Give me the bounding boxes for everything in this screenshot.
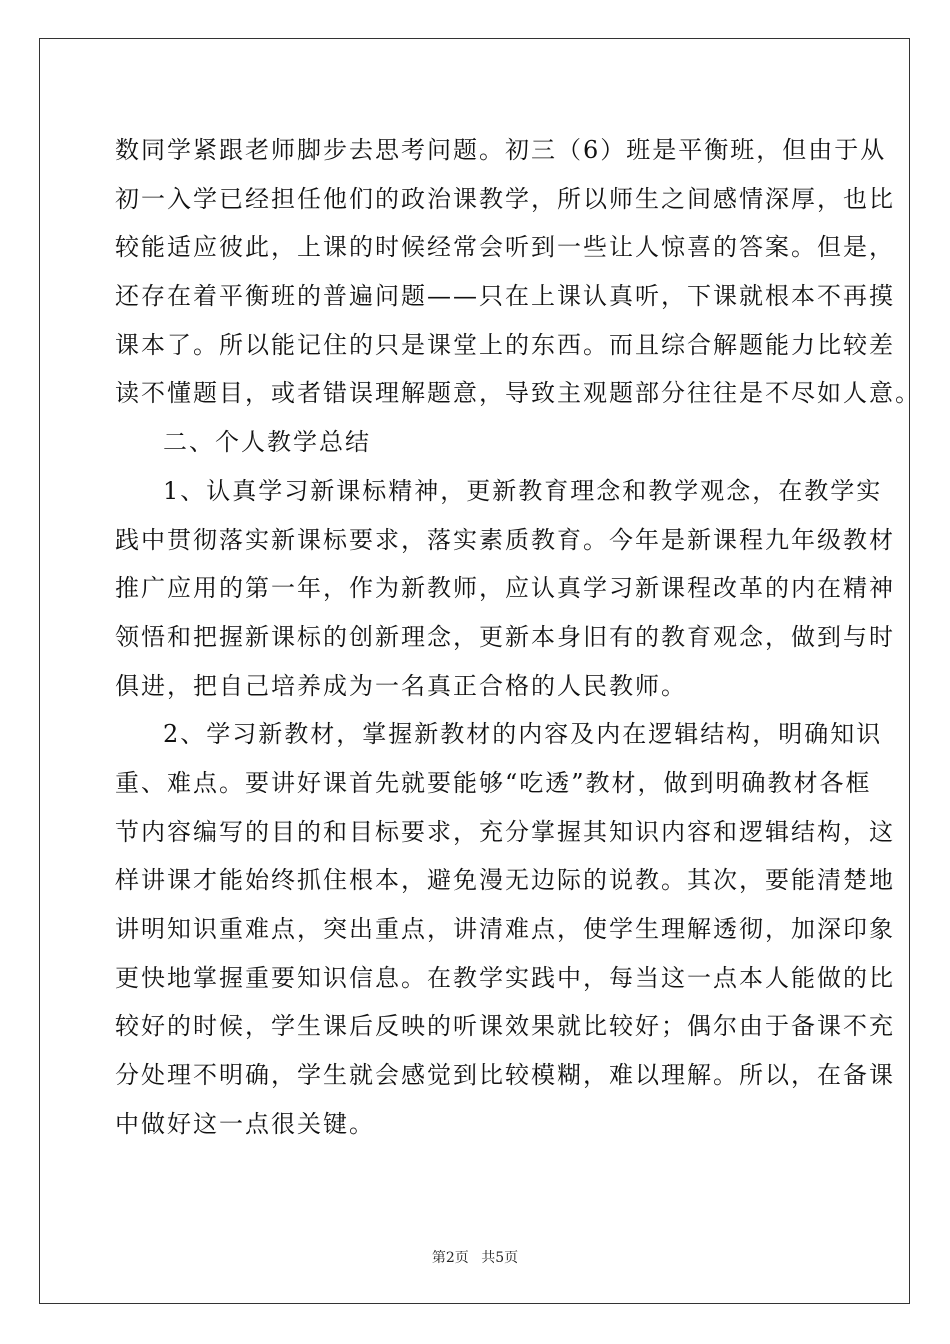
text-line: 领悟和把握新课标的创新理念，更新本身旧有的教育观念，做到与时 bbox=[115, 622, 895, 651]
text-line: 还存在着平衡班的普遍问题——只在上课认真听，下课就根本不再摸 bbox=[115, 282, 895, 311]
text-line: 数同学紧跟老师脚步去思考问题。初三（6）班是平衡班，但由于从 bbox=[115, 136, 887, 164]
text-line: 较能适应彼此，上课的时候经常会听到一些让人惊喜的答案。但是， bbox=[115, 233, 895, 262]
text-line: 讲明知识重难点，突出重点，讲清难点，使学生理解透彻，加深印象 bbox=[115, 915, 895, 943]
text-line: 样讲课才能始终抓住根本，避免漫无边际的说教。其次，要能清楚地 bbox=[115, 866, 895, 895]
text-line: 读不懂题目，或者错误理解题意，导致主观题部分往往是不尽如人意。 bbox=[115, 379, 921, 408]
page-number: 第2页 bbox=[431, 1250, 469, 1266]
page-total: 共5页 bbox=[481, 1250, 519, 1266]
text-line: 中做好这一点很关键。 bbox=[115, 1109, 375, 1138]
text-line: 较好的时候，学生课后反映的听课效果就比较好；偶尔由于备课不充 bbox=[115, 1012, 895, 1041]
section-heading: 二、个人教学总结 bbox=[163, 428, 371, 457]
text-line: 推广应用的第一年，作为新教师，应认真学习新课程改革的内在精神 bbox=[115, 574, 895, 603]
text-line: 初一入学已经担任他们的政治课教学，所以师生之间感情深厚，也比 bbox=[115, 184, 895, 213]
text-line: 分处理不明确，学生就会感觉到比较模糊，难以理解。所以，在备课 bbox=[115, 1061, 895, 1090]
page-footer bbox=[0, 1247, 950, 1267]
text-line: 2、学习新教材，掌握新教材的内容及内在逻辑结构，明确知识 bbox=[163, 720, 883, 749]
text-line: 1、认真学习新课标精神，更新教育理念和教学观念，在教学实 bbox=[163, 476, 883, 505]
text-line: 更快地掌握重要知识信息。在教学实践中，每当这一点本人能做的比 bbox=[115, 963, 895, 992]
text-line: 重、难点。要讲好课首先就要能够“吃透”教材，做到明确教材各框 bbox=[115, 768, 872, 797]
text-line: 节内容编写的目的和目标要求，充分掌握其知识内容和逻辑结构，这 bbox=[115, 817, 895, 846]
text-line: 践中贯彻落实新课标要求，落实素质教育。今年是新课程九年级教材 bbox=[115, 525, 895, 554]
document-body bbox=[115, 126, 921, 1148]
text-line: 俱进，把自己培养成为一名真正合格的人民教师。 bbox=[115, 671, 687, 700]
text-line: 课本了。所以能记住的只是课堂上的东西。而且综合解题能力比较差 bbox=[115, 330, 895, 359]
